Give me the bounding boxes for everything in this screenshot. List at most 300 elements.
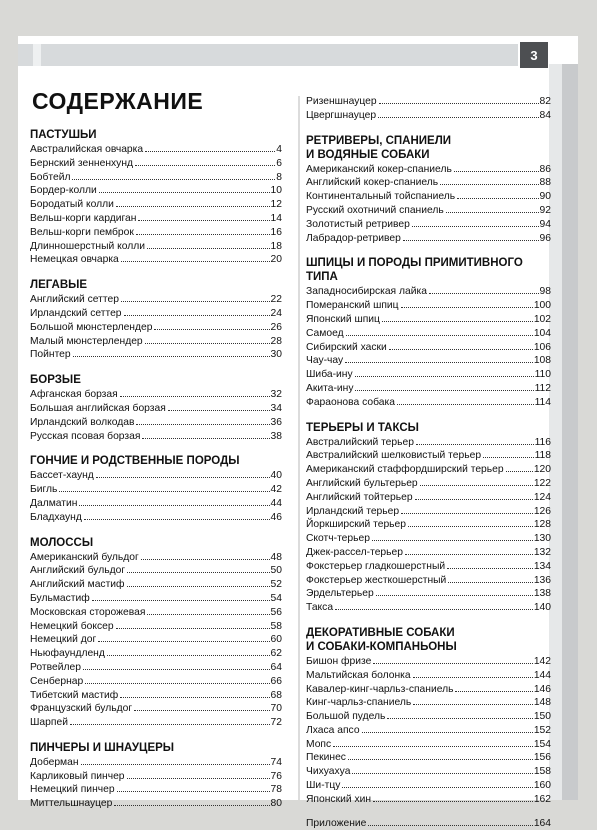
entry-page-number: 12 — [270, 199, 282, 211]
entry-title: Длинношерстный колли — [30, 240, 146, 252]
toc-entry — [306, 232, 551, 246]
dot-leader — [389, 349, 533, 350]
section-title: ШПИЦЫ И ПОРОДЫ ПРИМИТИВНОГО ТИПА — [306, 257, 523, 284]
entry-page-number: 6 — [276, 157, 282, 169]
dot-leader — [420, 485, 533, 486]
dot-leader — [346, 335, 533, 336]
toc-entry — [30, 647, 282, 661]
header-band-edge — [33, 44, 41, 66]
dot-leader — [116, 206, 270, 207]
column-divider — [298, 96, 300, 800]
entry-title: Русский охотничий спаниель — [306, 204, 444, 216]
entry-page-number: 122 — [533, 477, 551, 489]
toc-entry — [30, 606, 282, 620]
toc-entry — [306, 436, 551, 450]
dot-leader — [401, 307, 533, 308]
dot-leader — [413, 704, 533, 705]
entry-page-number: 40 — [270, 470, 282, 482]
entry-title: Тибетский мастиф — [30, 689, 119, 701]
entry-page-number: 126 — [533, 505, 551, 517]
entry-page-number: 150 — [533, 711, 551, 723]
toc-entry — [30, 564, 282, 578]
dot-leader — [368, 825, 532, 826]
dot-leader — [124, 315, 270, 316]
toc-entry — [306, 751, 551, 765]
section-title: ЛЕГАВЫЕ — [30, 279, 88, 292]
section-title: РЕТРИВЕРЫ, СПАНИЕЛИ И ВОДЯНЫЕ СОБАКИ — [306, 134, 452, 161]
entry-page-number: 146 — [533, 683, 551, 695]
entry-title: Пекинес — [306, 752, 346, 764]
entry-page-number: 18 — [270, 240, 282, 252]
entry-title: Далматин — [30, 497, 78, 509]
entry-page-number: 20 — [270, 254, 282, 266]
entry-page-number: 108 — [533, 355, 551, 367]
toc-entry — [306, 218, 551, 232]
entry-title: Английский мастиф — [30, 579, 125, 591]
entry-page-number: 76 — [270, 770, 282, 782]
entry-title: Сибирский хаски — [306, 341, 387, 353]
section-title: ДЕКОРАТИВНЫЕ СОБАКИ И СОБАКИ-КОМПАНЬОНЫ — [306, 626, 457, 653]
entry-page-number: 124 — [533, 491, 551, 503]
dot-leader — [154, 329, 269, 330]
entry-page-number: 10 — [270, 185, 282, 197]
toc-entry — [306, 518, 551, 532]
entry-title: Бигль — [30, 484, 58, 496]
entry-page-number: 24 — [270, 307, 282, 319]
entry-title: Афганская борзая — [30, 389, 118, 401]
toc-entry — [306, 354, 551, 368]
toc-entry — [30, 551, 282, 565]
entry-page-number: 80 — [270, 798, 282, 810]
toc-section — [306, 95, 551, 123]
dot-leader — [134, 710, 269, 711]
toc-entry — [30, 702, 282, 716]
entry-title: Эрдельтерьер — [306, 588, 374, 600]
dot-leader — [120, 396, 270, 397]
entry-title: Доберман — [30, 756, 79, 768]
dot-leader — [397, 404, 534, 405]
entry-page-number: 68 — [270, 689, 282, 701]
entry-title: Сенбернар — [30, 675, 84, 687]
dot-leader — [120, 697, 269, 698]
dot-leader — [79, 505, 269, 506]
entry-title: Фараонова собака — [306, 396, 395, 408]
entry-title: Австралийский терьер — [306, 436, 414, 448]
entry-title: Американский бульдог — [30, 551, 139, 563]
entry-page-number: 42 — [270, 484, 282, 496]
dot-leader — [117, 791, 270, 792]
dot-leader — [457, 198, 538, 199]
dot-leader — [348, 759, 533, 760]
entry-title: Померанский шпиц — [306, 300, 399, 312]
dot-leader — [136, 424, 269, 425]
toc-entry — [306, 190, 551, 204]
toc-section — [306, 421, 551, 615]
entry-page-number: 100 — [533, 300, 551, 312]
header-band — [18, 44, 518, 66]
toc-entry — [30, 240, 282, 254]
entry-title: Ирландский сеттер — [30, 307, 122, 319]
entry-title: Австралийский шелковистый терьер — [306, 450, 482, 462]
entry-page-number: 88 — [539, 177, 551, 189]
entry-title: Английский кокер-спаниель — [306, 177, 439, 189]
toc-entry — [306, 724, 551, 738]
section-title: ПАСТУШЬИ — [30, 129, 97, 141]
dot-leader — [145, 343, 270, 344]
entry-title: Чау-чау — [306, 355, 344, 367]
dot-leader — [83, 669, 270, 670]
entry-page-number: 160 — [533, 780, 551, 792]
toc-entry — [30, 578, 282, 592]
entry-page-number: 110 — [534, 369, 551, 381]
entry-title: Бассет-хаунд — [30, 470, 94, 482]
dot-leader — [142, 438, 269, 439]
entry-page-number: 104 — [533, 327, 551, 339]
entry-title: Английский бульдог — [30, 565, 126, 577]
dot-leader — [138, 220, 269, 221]
toc-entry — [306, 738, 551, 752]
entry-title: Приложение — [306, 817, 367, 829]
toc-entry — [30, 716, 282, 730]
toc-section — [306, 817, 551, 830]
toc-section — [30, 278, 282, 362]
dot-leader — [135, 165, 275, 166]
dot-leader — [403, 240, 539, 241]
entry-page-number: 52 — [270, 579, 282, 591]
toc-entry — [30, 253, 282, 267]
toc-entry — [30, 783, 282, 797]
toc-entry — [30, 483, 282, 497]
toc-section — [30, 373, 282, 443]
dot-leader — [446, 212, 539, 213]
entry-page-number: 48 — [270, 551, 282, 563]
dot-leader — [382, 321, 533, 322]
toc-entry — [30, 143, 282, 157]
entry-title: Американский стаффордширский терьер — [306, 464, 504, 476]
toc-entry — [30, 307, 282, 321]
entry-title: Чихуахуа — [306, 766, 351, 778]
entry-page-number: 86 — [539, 163, 551, 175]
dot-leader — [378, 117, 538, 118]
toc-entry — [30, 633, 282, 647]
dot-leader — [99, 192, 270, 193]
toc-section — [30, 454, 282, 524]
toc-entry — [30, 675, 282, 689]
toc-entry — [30, 388, 282, 402]
dot-leader — [335, 609, 533, 610]
toc-entry — [30, 184, 282, 198]
dot-leader — [92, 600, 270, 601]
toc-entry — [306, 546, 551, 560]
toc-entry — [30, 469, 282, 483]
dot-leader — [376, 595, 533, 596]
dot-leader — [355, 376, 534, 377]
entry-title: Миттельшнауцер — [30, 798, 113, 810]
entry-title: Акита-ину — [306, 382, 354, 394]
dot-leader — [412, 226, 539, 227]
entry-page-number: 78 — [270, 784, 282, 796]
entry-page-number: 8 — [276, 171, 282, 183]
toc-left-column — [30, 128, 282, 811]
dot-leader — [81, 764, 270, 765]
entry-page-number: 138 — [533, 588, 551, 600]
entry-page-number: 72 — [270, 717, 282, 729]
toc-entry — [30, 335, 282, 349]
dot-leader — [483, 457, 534, 458]
toc-entry — [30, 430, 282, 444]
toc-entry — [306, 327, 551, 341]
toc-entry — [30, 293, 282, 307]
dot-leader — [85, 683, 269, 684]
section-title: МОЛОССЫ — [30, 536, 94, 549]
toc-entry — [30, 416, 282, 430]
dot-leader — [454, 171, 539, 172]
entry-page-number: 46 — [270, 511, 282, 523]
toc-entry — [306, 574, 551, 588]
toc-entry — [30, 198, 282, 212]
entry-page-number: 36 — [270, 416, 282, 428]
entry-page-number: 90 — [539, 191, 551, 203]
dot-leader — [506, 471, 533, 472]
dot-leader — [352, 773, 532, 774]
dot-leader — [448, 582, 533, 583]
entry-title: Мальтийская болонка — [306, 669, 411, 681]
entry-title: Английский тойтерьер — [306, 491, 413, 503]
dot-leader — [147, 614, 269, 615]
entry-page-number: 44 — [270, 497, 282, 509]
toc-entry — [30, 171, 282, 185]
dot-leader — [387, 718, 532, 719]
entry-title: Бишон фризе — [306, 655, 372, 667]
toc-entry — [30, 402, 282, 416]
entry-title: Немецкий дог — [30, 634, 97, 646]
dot-leader — [355, 390, 533, 391]
dot-leader — [345, 362, 533, 363]
entry-page-number: 32 — [270, 389, 282, 401]
toc-entry — [306, 163, 551, 177]
dot-leader — [121, 261, 270, 262]
entry-page-number: 134 — [533, 560, 551, 572]
entry-page-number: 112 — [534, 382, 551, 394]
section-title: ПИНЧЕРЫ И ШНАУЦЕРЫ — [30, 741, 175, 754]
toc-entry — [306, 532, 551, 546]
toc-entry — [306, 683, 551, 697]
entry-page-number: 56 — [270, 606, 282, 618]
dot-leader — [379, 103, 539, 104]
dot-leader — [429, 293, 539, 294]
entry-page-number: 118 — [534, 450, 551, 462]
entry-title: Большая английская борзая — [30, 402, 166, 414]
toc-right-column — [306, 95, 551, 830]
entry-page-number: 14 — [270, 212, 282, 224]
entry-title: Бордер-колли — [30, 185, 97, 197]
dot-leader — [73, 356, 270, 357]
entry-title: Шарпей — [30, 717, 68, 729]
entry-page-number: 128 — [533, 519, 551, 531]
dot-leader — [372, 540, 533, 541]
toc-entry — [30, 348, 282, 362]
entry-title: Немецкий боксер — [30, 620, 114, 632]
entry-title: Немецкая овчарка — [30, 254, 119, 266]
toc-entry — [306, 95, 551, 109]
toc-entry — [30, 226, 282, 240]
entry-title: Японский хин — [306, 793, 372, 805]
entry-page-number: 144 — [533, 669, 551, 681]
entry-page-number: 60 — [270, 634, 282, 646]
entry-page-number: 154 — [533, 738, 551, 750]
toc-entry — [30, 497, 282, 511]
entry-title: Ирландский терьер — [306, 505, 400, 517]
dot-leader — [145, 151, 275, 152]
entry-page-number: 114 — [534, 396, 551, 408]
entry-page-number: 64 — [270, 661, 282, 673]
page-title: СОДЕРЖАНИЕ — [32, 88, 204, 114]
entry-title: Американский кокер-спаниель — [306, 163, 452, 175]
entry-page-number: 84 — [539, 109, 551, 121]
entry-page-number: 38 — [270, 430, 282, 442]
toc-entry — [306, 341, 551, 355]
toc-entry — [306, 655, 551, 669]
dot-leader — [72, 179, 275, 180]
entry-page-number: 164 — [533, 817, 551, 829]
entry-page-number: 58 — [270, 620, 282, 632]
entry-title: Фокстерьер жесткошерстный — [306, 574, 447, 586]
page-number: 3 — [520, 42, 548, 68]
entry-title: Лхаса апсо — [306, 724, 360, 736]
entry-page-number: 70 — [270, 703, 282, 715]
section-title: ГОНЧИЕ И РОДСТВЕННЫЕ ПОРОДЫ — [30, 455, 240, 468]
toc-entry — [306, 299, 551, 313]
entry-page-number: 132 — [533, 546, 551, 558]
dot-leader — [413, 677, 533, 678]
dot-leader — [373, 663, 532, 664]
toc-entry — [306, 560, 551, 574]
entry-title: Джек-рассел-терьер — [306, 546, 403, 558]
dot-leader — [127, 778, 270, 779]
section-title: ТЕРЬЕРЫ И ТАКСЫ — [306, 421, 419, 434]
toc-entry — [306, 176, 551, 190]
entry-title: Английский бультерьер — [306, 477, 418, 489]
toc-entry — [306, 669, 551, 683]
entry-page-number: 92 — [539, 204, 551, 216]
entry-title: Русская псовая борзая — [30, 430, 141, 442]
entry-title: Самоед — [306, 327, 344, 339]
toc-entry — [306, 285, 551, 299]
dot-leader — [447, 568, 533, 569]
entry-page-number: 30 — [270, 349, 282, 361]
entry-page-number: 102 — [533, 313, 551, 325]
toc-entry — [30, 212, 282, 226]
toc-section — [30, 741, 282, 811]
entry-title: Малый мюнстерлендер — [30, 335, 143, 347]
toc-entry — [306, 463, 551, 477]
entry-page-number: 148 — [533, 697, 551, 709]
entry-title: Московская сторожевая — [30, 606, 146, 618]
dot-leader — [70, 724, 270, 725]
entry-title: Ризеншнауцер — [306, 96, 377, 107]
entry-page-number: 66 — [270, 675, 282, 687]
entry-title: Цвергшнауцер — [306, 109, 377, 121]
toc-entry — [306, 601, 551, 615]
entry-page-number: 156 — [533, 752, 551, 764]
entry-title: Японский шпиц — [306, 313, 380, 325]
entry-page-number: 4 — [276, 144, 282, 155]
entry-title: Западносибирская лайка — [306, 286, 427, 298]
entry-page-number: 152 — [533, 724, 551, 736]
toc-entry — [30, 770, 282, 784]
dot-leader — [84, 519, 270, 520]
toc-section — [30, 536, 282, 730]
dot-leader — [127, 572, 269, 573]
dot-leader — [98, 641, 269, 642]
entry-page-number: 162 — [533, 793, 551, 805]
entry-title: Французский бульдог — [30, 703, 133, 715]
entry-title: Бернский зенненхунд — [30, 157, 134, 169]
dot-leader — [405, 554, 533, 555]
dot-leader — [147, 248, 270, 249]
entry-title: Шиба-ину — [306, 369, 353, 381]
dot-leader — [136, 234, 270, 235]
dot-leader — [333, 746, 533, 747]
dot-leader — [141, 559, 270, 560]
entry-page-number: 28 — [270, 335, 282, 347]
entry-title: Мопс — [306, 738, 332, 750]
toc-entry — [30, 797, 282, 811]
dot-leader — [455, 691, 532, 692]
entry-title: Ирландский волкодав — [30, 416, 135, 428]
entry-page-number: 140 — [533, 602, 551, 614]
entry-title: Английский сеттер — [30, 294, 119, 306]
section-title: БОРЗЫЕ — [30, 374, 81, 387]
entry-page-number: 34 — [270, 402, 282, 414]
toc-entry — [306, 396, 551, 410]
entry-page-number: 26 — [270, 321, 282, 333]
dot-leader — [401, 513, 533, 514]
entry-page-number: 74 — [270, 756, 282, 768]
entry-page-number: 54 — [270, 592, 282, 604]
entry-page-number: 158 — [533, 766, 551, 778]
dot-leader — [373, 801, 533, 802]
entry-page-number: 62 — [270, 648, 282, 660]
entry-title: Карликовый пинчер — [30, 770, 125, 782]
dot-leader — [116, 628, 270, 629]
dot-leader — [415, 499, 533, 500]
toc-entry — [30, 620, 282, 634]
toc-entry — [30, 157, 282, 171]
toc-section — [306, 256, 551, 409]
toc-entry — [306, 313, 551, 327]
entry-title: Бульмастиф — [30, 592, 90, 604]
entry-title: Большой мюнстерлендер — [30, 321, 153, 333]
entry-page-number: 50 — [270, 565, 282, 577]
dot-leader — [168, 410, 270, 411]
toc-section — [306, 134, 551, 246]
entry-page-number: 136 — [533, 574, 551, 586]
entry-page-number: 96 — [539, 232, 551, 244]
dot-leader — [408, 526, 533, 527]
entry-title: Кавалер-кинг-чарльз-спаниель — [306, 683, 454, 695]
toc-entry — [306, 449, 551, 463]
entry-title: Йоркширский терьер — [306, 519, 406, 531]
toc-entry — [306, 368, 551, 382]
entry-title: Бладхаунд — [30, 511, 82, 523]
entry-page-number: 16 — [270, 226, 282, 238]
dot-leader — [96, 477, 270, 478]
entry-page-number: 120 — [533, 464, 551, 476]
dot-leader — [121, 301, 270, 302]
toc-entry — [306, 817, 551, 830]
entry-title: Ши-тцу — [306, 780, 341, 792]
